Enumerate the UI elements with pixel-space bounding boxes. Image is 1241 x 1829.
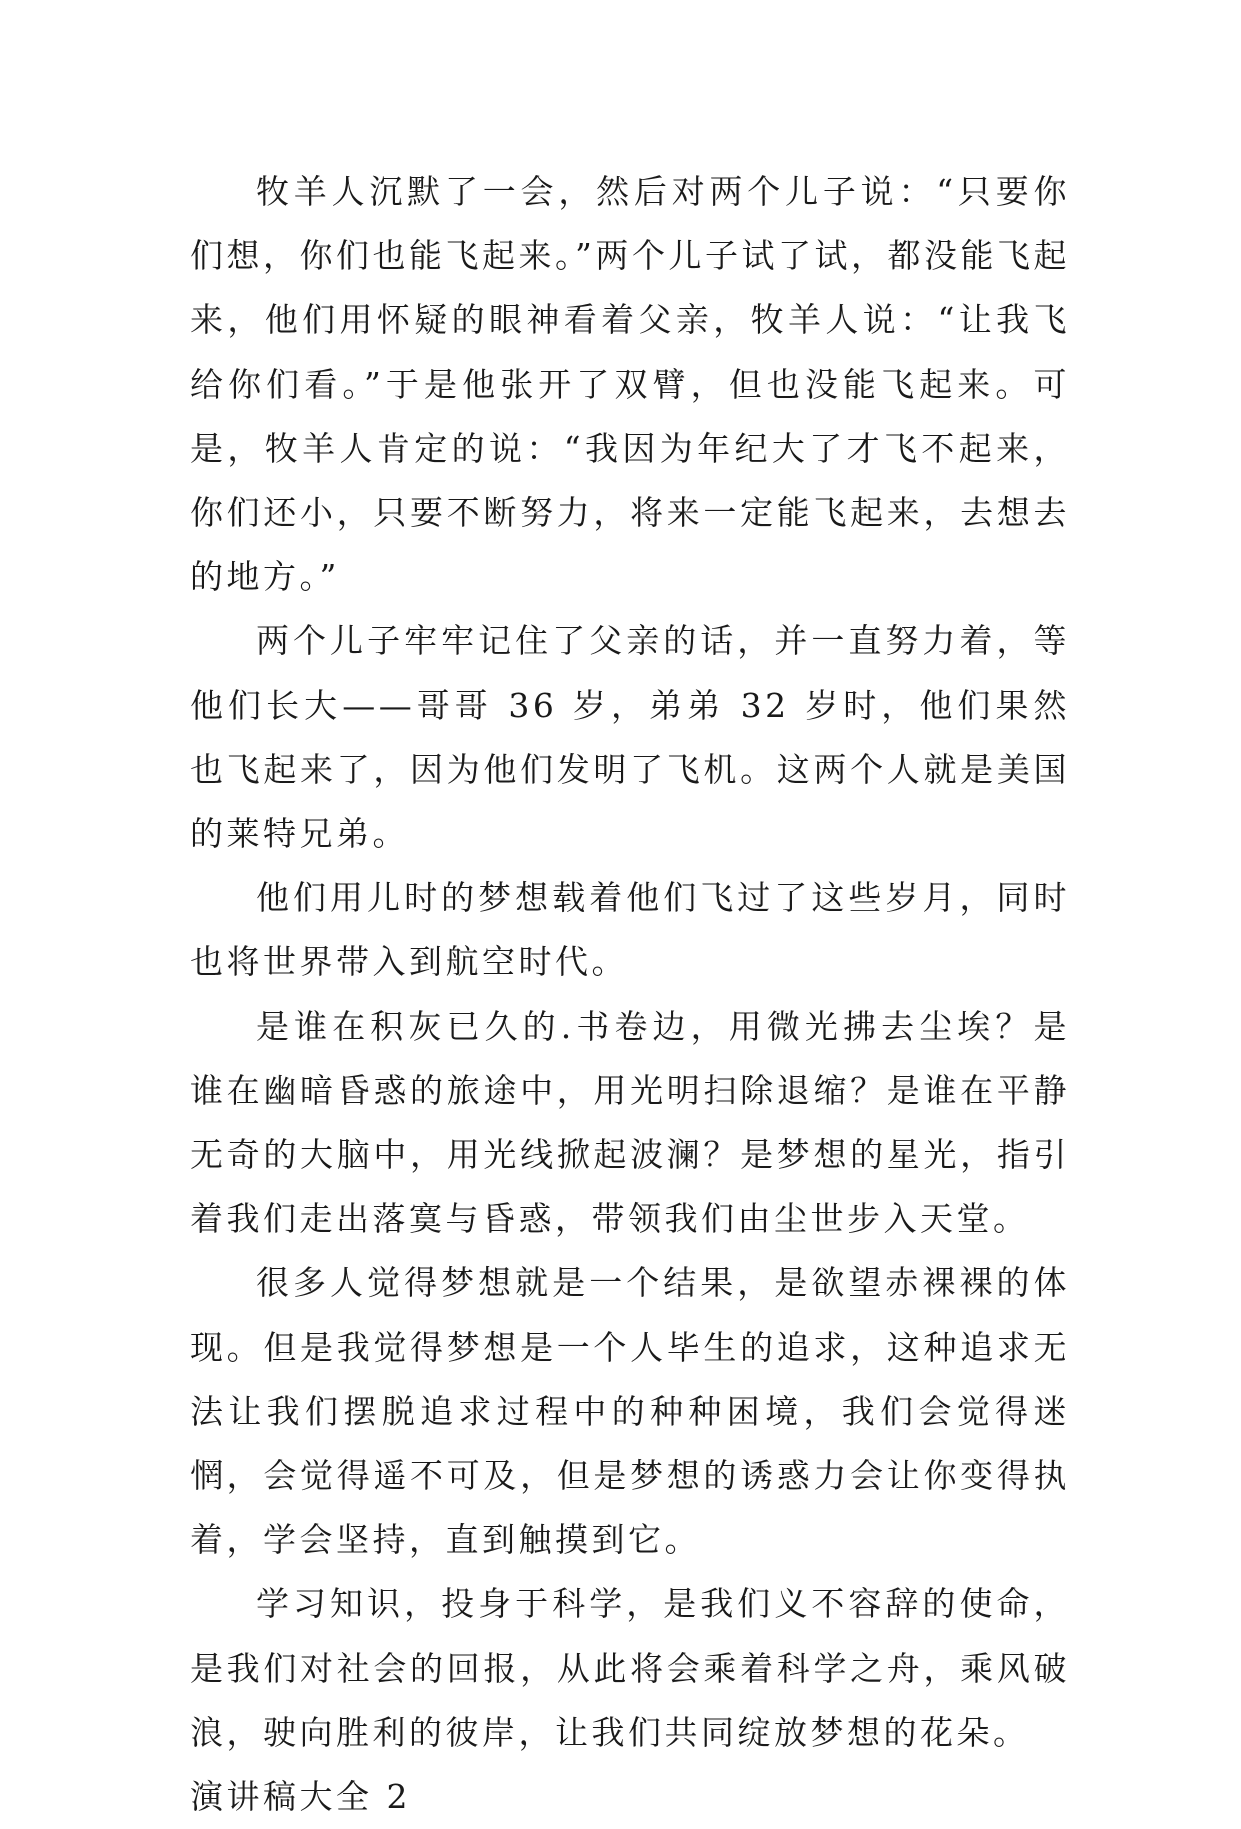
paragraph-starlight-of-dreams: 是谁在积灰已久的.书卷边，用微光拂去尘埃？是谁在幽暗昏惑的旅途中，用光明扫除退缩？是谁在平静无奇的大脑中，用光线掀起波澜？是梦想的星光，指引着我们走出落寞与昏惑，带领我们由尘世步入天堂。 bbox=[190, 1006, 1070, 1239]
paragraph-wright-brothers: 两个儿子牢牢记住了父亲的话，并一直努力着，等他们长大——哥哥 36 岁，弟弟 32 岁时，他们果然也飞起来了，因为他们发明了飞机。这两个人就是美国的莱特兄弟。 bbox=[190, 621, 1070, 854]
paragraph-aviation-era: 他们用儿时的梦想载着他们飞过了这些岁月，同时也将世界带入到航空时代。 bbox=[190, 878, 1070, 982]
section-heading: 演讲稿大全 2 bbox=[190, 1777, 411, 1817]
paragraph-shepherd-speech: 牧羊人沉默了一会，然后对两个儿子说：“只要你们想，你们也能飞起来。”两个儿子试了试，都没能飞起来，他们用怀疑的眼神看着父亲，牧羊人说：“让我飞给你们看。”于是他张开了双臂，但也没能飞起来。可是，牧羊人肯定的说：“我因为年纪大了才飞不起来，你们还小，只要不断努力，将来一定能飞起来，去想去的地方。” bbox=[190, 172, 1070, 597]
paragraph-science-mission: 学习知识，投身于科学，是我们义不容辞的使命，是我们对社会的回报，从此将会乘着科学之舟，乘风破浪，驶向胜利的彼岸，让我们共同绽放梦想的花朵。 bbox=[190, 1584, 1070, 1752]
document-body bbox=[190, 160, 1070, 1829]
paragraph-lifelong-pursuit: 很多人觉得梦想就是一个结果，是欲望赤裸裸的体现。但是我觉得梦想是一个人毕生的追求，这种追求无法让我们摆脱追求过程中的种种困境，我们会觉得迷惘，会觉得遥不可及，但是梦想的诱惑力会让你变得执着，学会坚持，直到触摸到它。 bbox=[190, 1263, 1070, 1560]
